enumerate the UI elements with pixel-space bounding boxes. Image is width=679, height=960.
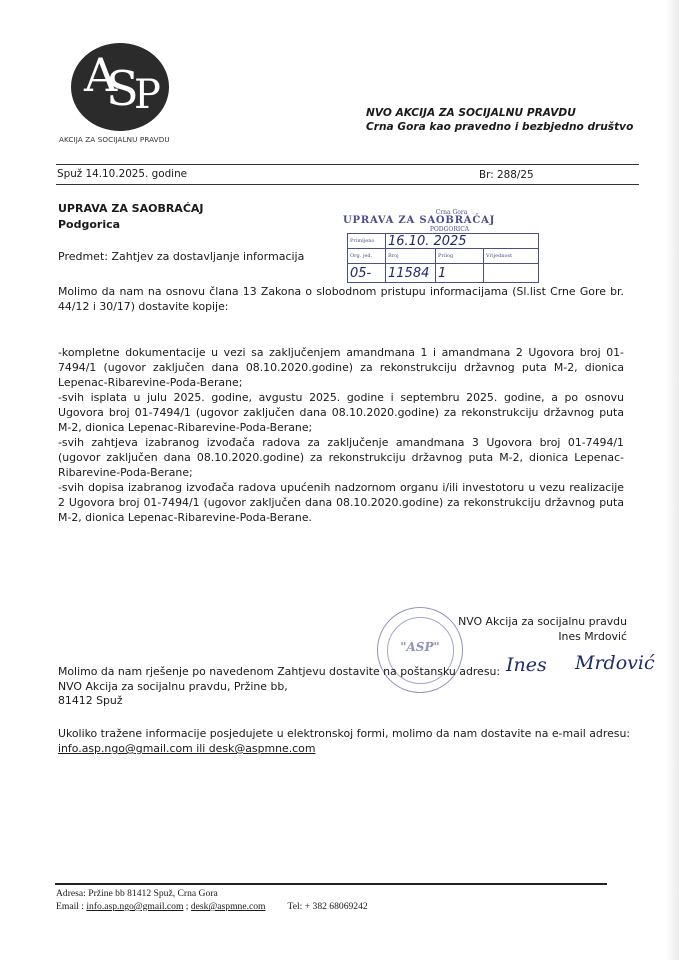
org-header-motto: Crna Gora kao pravedno i bezbjedno društvo — [366, 121, 634, 133]
stamp-center-text: "ASP" — [400, 640, 440, 654]
delivery-instructions — [58, 665, 500, 709]
stamp-received-label: Primljeno — [348, 234, 386, 248]
footer-phone: Tel: + 382 68069242 — [287, 901, 368, 912]
footer — [56, 887, 368, 913]
stamp-city: PODGORICA — [429, 226, 470, 233]
scan-edge-shadow — [665, 0, 679, 960]
logo-letter-a: A — [84, 48, 118, 102]
stamp-received-date: 16.10. 2025 — [388, 233, 467, 249]
logo-letter-p: P — [134, 72, 161, 118]
request-item: -kompletne dokumentacije u vezi sa zaključenjem amandmana 1 i amandmana 2 Ugovora broj 01-7494/1 (ugovor zaključen dana 08.10.2020.godine) za rekonstrukciju državnog puta M-2, dionica Lepenac-Ribarevine-Poda-Berane; — [58, 346, 624, 389]
recipient — [58, 201, 204, 233]
received-stamp — [343, 209, 540, 283]
subject-line: Predmet: Zahtjev za dostavljanje informacija — [58, 250, 305, 263]
delivery-postcode: 81412 Spuž — [58, 694, 123, 707]
request-item: -svih dopisa izabranog izvođača radova upućenih nadzornom organu i/ili investotoru u vezu realizacije 2 Ugovora broj 01-7494/1 (ugovor zaključen dana 08.10.2020.godine) za rekonstrukciju državnog puta M-2, dionica Lepenac-Ribarevine-Poda-Berane. — [58, 481, 624, 524]
logo-caption: AKCIJA ZA SOCIJALNU PRAVDU — [59, 135, 170, 144]
email-request-addresses[interactable]: info.asp.ngo@gmail.com ili desk@aspmne.com — [58, 742, 316, 755]
signature-block — [458, 614, 627, 644]
recipient-name: UPRAVA ZA SAOBRAĆAJ — [58, 202, 204, 215]
stamp-attachment: 1 — [436, 264, 484, 282]
org-header — [366, 106, 633, 134]
header-rule-bottom — [56, 184, 639, 185]
email-request-text: Ukoliko tražene informacije posjedujete u elektronskoj formi, molimo da nam dostavite na e-mail adresu: — [58, 727, 631, 740]
stamp-col-org: Org. jed. — [348, 249, 386, 263]
stamp-values-row — [348, 264, 538, 282]
place-date: Spuž 14.10.2025. godine — [57, 168, 188, 180]
footer-rule — [55, 883, 607, 885]
intro-paragraph: Molimo da nam na osnovu člana 13 Zakona o slobodnom pristupu informacijama (Sl.list Crne Gore br. 44/12 i 30/17) dostavite kopije: — [58, 285, 624, 313]
request-item: -svih zahtjeva izabranog izvođača radova za zaključenje amandmana 3 Ugovora broj 01-7494/1 (ugovor zaključen dana 08.10.2020.godine) za rekonstrukciju državnog puta M-2, dionica Lepenac-Ribarevine-Poda-Berane; — [58, 436, 624, 479]
request-list — [58, 345, 624, 525]
footer-contact — [56, 900, 368, 913]
signature-org: NVO Akcija za socijalnu pravdu — [458, 615, 627, 628]
handwritten-signature-first: Ines — [506, 654, 547, 676]
stamp-grid — [347, 233, 539, 283]
recipient-city: Podgorica — [58, 218, 121, 231]
header-rule-top — [56, 164, 639, 165]
stamp-org-unit: 05- — [348, 264, 386, 282]
request-item: -svih isplata u julu 2025. godine, avgustu 2025. godine i septembru 2025. godine, a po osnovu Ugovora broj 01-7494/1 (ugovor zaključen dana 08.10.2020.godine) za rekonstrukciju državnog puta M-2, dionica Lepenac-Ribarevine-Poda-Berane; — [58, 391, 624, 434]
footer-address: Adresa: Pržine bb 81412 Spuž, Crna Gora — [56, 888, 218, 899]
reference-number: Br: 288/25 — [479, 169, 534, 181]
asp-logo — [71, 43, 169, 131]
logo-letter-s: S — [106, 61, 139, 117]
stamp-received-row — [348, 234, 538, 249]
org-header-name: NVO AKCIJA ZA SOCIJALNU PRAVDU — [366, 107, 576, 119]
stamp-country: Crna Gora — [435, 209, 468, 216]
stamp-institution: UPRAVA ZA SAOBRAĆAJ — [343, 215, 496, 226]
delivery-address: NVO Akcija za socijalnu pravdu, Pržine bb, — [58, 679, 288, 693]
footer-email-link-2[interactable]: desk@aspmne.com — [190, 901, 266, 912]
stamp-number: 11584 — [386, 264, 436, 282]
email-request — [58, 726, 630, 756]
stamp-labels-row — [348, 249, 538, 264]
handwritten-signature-last: Mrdović — [575, 652, 655, 674]
stamp-col-value: Vrijednost — [486, 253, 513, 259]
signature-name: Ines Mrdović — [558, 630, 627, 643]
delivery-line: Molimo da nam rješenje po navedenom Zahtjevu dostavite na poštansku adresu: — [58, 665, 501, 678]
stamp-value-empty — [484, 264, 538, 282]
footer-email-label: Email : — [56, 901, 87, 912]
footer-email-link-1[interactable]: info.asp.ngo@gmail.com — [86, 901, 184, 912]
stamp-col-attachment: Prilog — [436, 249, 484, 263]
stamp-col-number: Broj — [386, 249, 436, 263]
footer-email-separator: ; — [183, 901, 191, 912]
